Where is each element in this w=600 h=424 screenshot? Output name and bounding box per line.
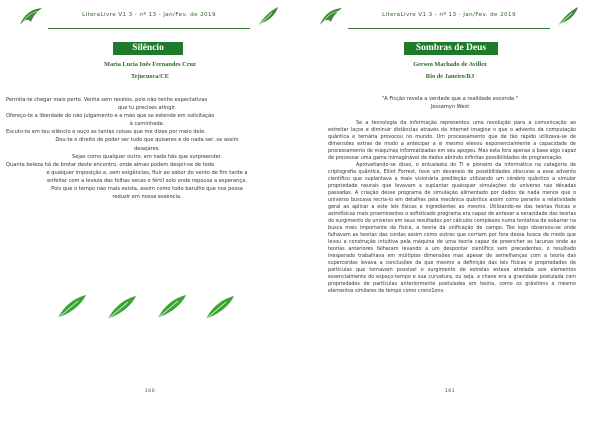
poem-line: Quanta beleza há de brotar deste encontro, onde almas podem despir-se de toda	[6, 161, 215, 168]
page-number: 161	[444, 389, 456, 394]
poem-title: Silêncio	[113, 42, 183, 55]
author-place: Rio de Janeiro/RJ	[425, 73, 475, 80]
poem-line: enfeitar com a leveza das folhas secas o fértil solo onde repousa a esperança.	[47, 177, 247, 184]
quill-pen-icon	[254, 6, 280, 28]
poem-line: reduzir em nossa essência.	[112, 194, 182, 201]
poem-line: Escuto-te em teu silêncio e ouço as tantas coisas que me dizes por meio dele.	[6, 129, 206, 136]
poem-line: que tu precises atingir.	[117, 105, 177, 112]
header-divider	[348, 28, 550, 29]
poem-line: Ofereço-te a liberdade do não julgamento e a mão que se estende em solicitação	[6, 113, 215, 120]
feather-icon	[58, 295, 86, 318]
page-header	[318, 8, 580, 26]
author-name: Gerson Machado de Avillez	[413, 61, 487, 68]
poem-line: Dou-te o direito de poder ser tudo que quiseres e de nada ser, se assim	[55, 137, 239, 144]
poem-line: Sejas como qualquer outro, em nada hás que surpreender.	[72, 153, 222, 160]
story-paragraph: Se a tecnologia da informação representou uma revolução para a comunicação ao estreitar laços e diminuir distâncias através da internet imagine o que o advento da computação quântica e ternária provocou no mundo. Um processamento que de tão rápido utilizava-se de dimensões extras de modo a antecipar a si mesmo elevou exponencialmente a capacidade de processamento de máquinas informatizadas em seu apogeu. Mas esta fora apenas a base algo capaz de processar uma gama inimaginável de dados abrindo infinitas possibilidades de programação.	[328, 120, 576, 161]
story-body	[328, 120, 576, 295]
feather-decoration	[44, 292, 244, 322]
page-number: 160	[144, 389, 156, 394]
feather-icon	[108, 296, 136, 319]
epigraph-author: Jessamyn West	[430, 104, 470, 110]
feather-icon	[206, 296, 234, 319]
page-header	[18, 8, 280, 26]
poem-line: à caminhada.	[129, 121, 165, 128]
header-text: LiteraLivre V1 3 - nº 13 - Jan/Fev. de 2019	[82, 12, 216, 18]
header-divider	[48, 28, 250, 29]
author-place: Tejucuoca/CE	[131, 73, 169, 80]
poem-line: Permita-te chegar mais perto. Venha sem receios, pois não tenho expectativas	[6, 97, 208, 103]
poem-body	[6, 96, 288, 201]
feather-icon	[158, 295, 186, 318]
poem-line: Pois que o tempo não mais exista, assim como todo barulho que nos possa	[51, 186, 243, 193]
epigraph-quote: "A Ficção revela a verdade que a realidade esconde."	[381, 96, 519, 102]
poem-line: e qualquer imposição e, sem exigências, fluir ao sabor do vento de fim tarde a	[46, 169, 248, 176]
header-text: LiteraLivre V1 3 - nº 13 - Jan/Fev. de 2019	[382, 12, 516, 18]
story-title: Sombras de Deus	[404, 42, 498, 55]
quill-pen-icon	[554, 6, 580, 28]
right-page	[300, 0, 600, 424]
author-name: Maria Lucia Inês Fernandes Cruz	[104, 61, 196, 68]
story-paragraph: Aproveitando-se disso, o entusiasta do TI e pioneiro da informática na categoria de criptografia quântica, Elliot Forrest, teve um devaneio de possibilidades obscuras a esse advento científico que suplantava a mais visionária predileção utilizando um cérebro quântico a simular propriedade neurais que levavam a suplantar quaisquer simulações do universo nas décadas passadas. A criação desse programa de simulação alimentado por dados de nada menos que o universo buscava recria-lo em detalhes pela mecânica quântica assim como perante a relatividade geral ao aplicar a este leis físicas e ingredientes ao mesmo. Utilizando-se das teorias físicas e astrofísicas mais proeminentes o sofisticado programa era capaz de antever a veracidade das teorias do surgimento do universo em seus resultados por cálculos complexos numa tentativa de esbarrar na busca mais importante da física, a teoria da unificação de campo. Tão logo observou-se onde falhavam as teorias das cordas assim como outras que corriam por fora dessa busca de modo que levou a construção intuitiva pela máquina de uma teoria capaz de preencher as lacunas onde as teorias anteriores falharam levando a um despontar científico sem precedentes, o resultado inesperado trabalhava em múltiplas dimensões mas apesar de semelhanças com a teoria das supercordas levava a conclusões de que mesmo a definição das leis físicas e propriedades de partículas que tornavam possível o surgimento de estrelas estava atrelada aos elementos essencialmente do espaço-tempo e sua curvatura, ou seja, a chave era a gravidade postulada com propriedades de partículas anteriormente postuladas em teoria, como os grávitons e mesmo elementos similares de tempo como crono1ons.	[328, 162, 576, 294]
poem-line: desejares.	[133, 145, 161, 152]
